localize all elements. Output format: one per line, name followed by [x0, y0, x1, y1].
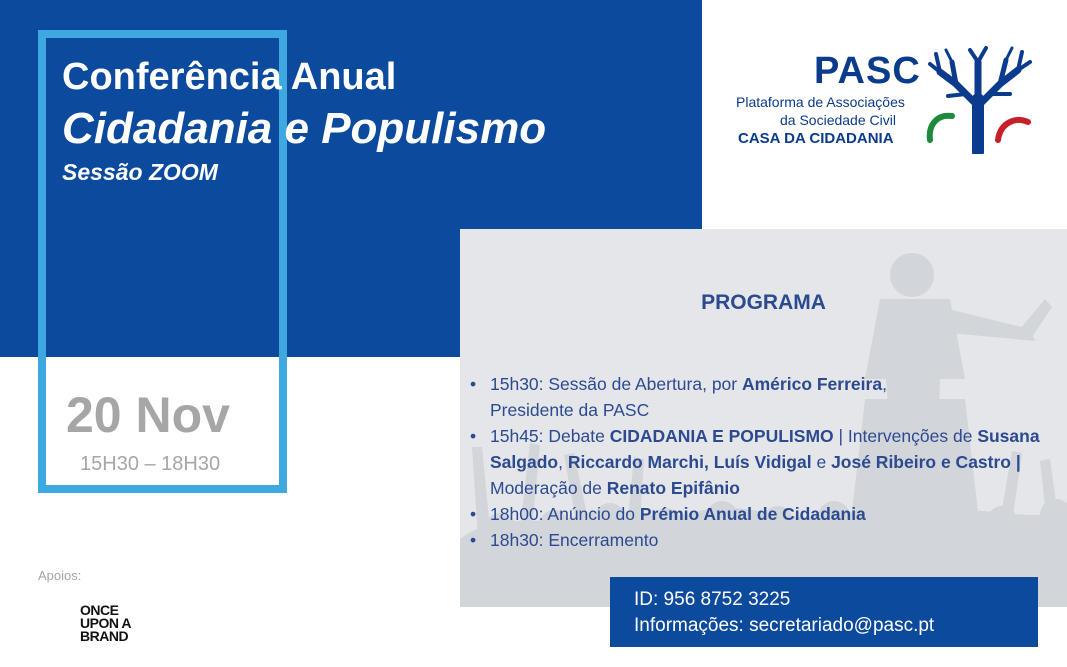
item-text: 15h30: Sessão de Abertura, por: [490, 374, 742, 394]
item-text: | Intervenções de: [833, 426, 978, 446]
event-title: Conferência Anual: [62, 56, 397, 98]
item-text: e: [811, 452, 832, 472]
event-time: 15H30 – 18H30: [80, 453, 221, 475]
event-theme: Cidadania e Populismo: [62, 104, 547, 153]
item-text: 18h00: Anúncio do: [490, 504, 640, 524]
programa-list: [470, 371, 1065, 553]
debate-title: CIDADANIA E POPULISMO: [609, 426, 834, 446]
brand-line-3: BRAND: [80, 628, 129, 644]
programa-item-debate: [470, 423, 1065, 501]
sponsors-label: Apoios:: [38, 568, 82, 583]
award-name: Prémio Anual de Cidadania: [639, 504, 866, 524]
brand-line-2: UPON A: [80, 615, 131, 631]
programa-panel: [460, 229, 1067, 607]
tree-icon: [926, 44, 1036, 154]
speaker-name: Susana Salgado: [490, 426, 1040, 472]
logo-acronym: PASC: [814, 50, 921, 92]
once-upon-a-brand-logo: [80, 604, 131, 643]
zoom-info-box: [610, 577, 1038, 647]
logo-line-2: da Sociedade Civil: [780, 112, 896, 128]
event-date: 20 Nov: [66, 387, 230, 443]
item-text: Presidente da PASC: [490, 400, 650, 420]
item-text: ,: [558, 452, 568, 472]
speaker-name: Américo Ferreira: [741, 374, 883, 394]
programa-title: PROGRAMA: [701, 291, 826, 314]
item-text: 15h45: Debate: [490, 426, 610, 446]
brand-line-1: ONCE: [80, 602, 119, 618]
zoom-meeting-id: ID: 956 8752 3225: [634, 589, 791, 610]
programa-item-opening: [470, 371, 1065, 423]
logo-line-1: Plataforma de Associações: [736, 94, 905, 110]
programa-item-closing: [470, 527, 1065, 553]
logo-line-3: CASA DA CIDADANIA: [738, 130, 894, 147]
speaker-name: José Ribeiro e Castro |: [831, 452, 1021, 472]
item-text: 18h30: Encerramento: [490, 530, 659, 550]
item-text: Moderação de: [490, 478, 607, 498]
item-text: ,: [882, 374, 887, 394]
event-session-type: Sessão ZOOM: [62, 159, 218, 185]
speaker-name: Riccardo Marchi, Luís Vidigal: [567, 452, 812, 472]
pasc-logo: [728, 44, 1038, 164]
moderator-name: Renato Epifânio: [606, 478, 740, 498]
contact-email: Informações: secretariado@pasc.pt: [634, 615, 935, 636]
programa-item-award: [470, 501, 1065, 527]
